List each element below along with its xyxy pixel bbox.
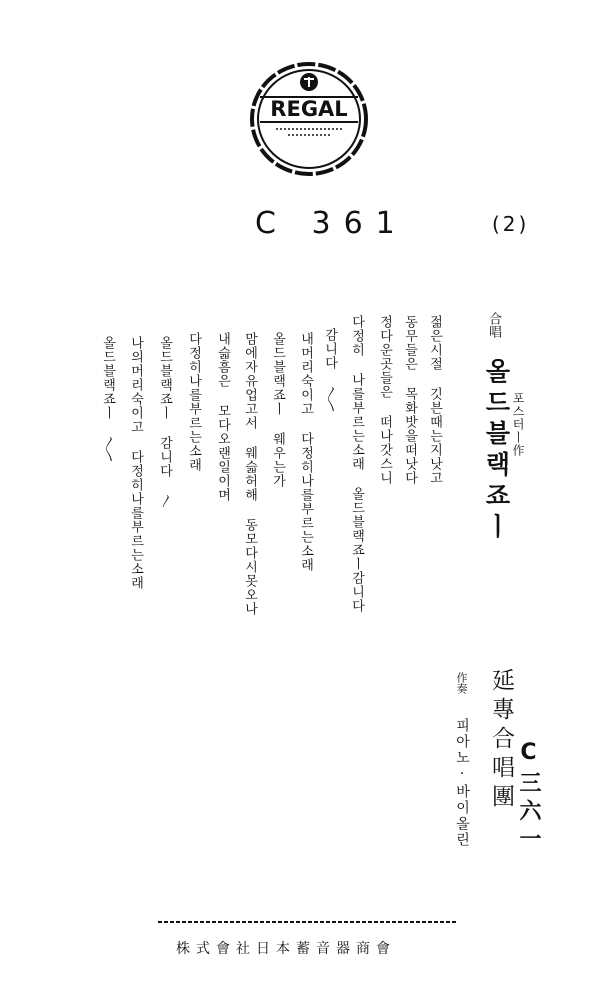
regal-logo-icon	[248, 60, 370, 178]
divider-rule	[158, 920, 458, 924]
lyric-line: 맘에자유업고서 웨슯허해 동모다시못오나	[242, 332, 257, 616]
performance-label: 作奏	[455, 672, 468, 694]
lyric-line: 내슯흠은 모다오랜일이며	[215, 332, 230, 502]
lyric-line: 올드블랙죠ㅣ 감니다 〳	[157, 336, 172, 508]
lyric-line: 동무들은 목화밧을떠낫다	[402, 315, 417, 485]
song-title: 올드블랙죠ㅣ	[482, 358, 511, 544]
lyric-line: 나의머리숙이고 다정히나를부르는소래	[128, 336, 143, 590]
genre-label: 合唱	[486, 312, 501, 338]
lyric-line: 올드블랙죠ㅣ 웨우는가	[270, 332, 285, 488]
company-name: 株式會社日本蓄音器商會	[176, 941, 396, 957]
regal-logo	[248, 60, 370, 178]
instrument-list: 피아노·바이올린	[454, 718, 470, 848]
composer-credit: 포스터ㅣ作	[511, 392, 525, 457]
performer-name: 延專合唱團	[488, 668, 514, 813]
catalog-number: C 361	[255, 206, 408, 241]
lyric-line: 다정히나를부르는소래	[186, 332, 201, 472]
side-number: (2)	[492, 212, 530, 236]
lyric-line: 올드블랙죠ㅣ 〳〵	[100, 336, 115, 463]
lyric-line: 감니다 〳〵	[322, 328, 337, 413]
lyric-line: 젊은시절 깃븐때는지낫고	[427, 315, 442, 485]
lyric-line: 다정히 나를부르는소래 올드블랙죠ㅣ감니다	[349, 315, 364, 613]
catalog-number-vertical: C三六一	[516, 740, 541, 855]
lyric-line: 정다운곳들은 떠나갓스니	[377, 315, 392, 485]
lyric-line: 내머리숙이고 다정히나를부르는소래	[298, 332, 313, 572]
logo-text: REGAL	[270, 97, 348, 121]
